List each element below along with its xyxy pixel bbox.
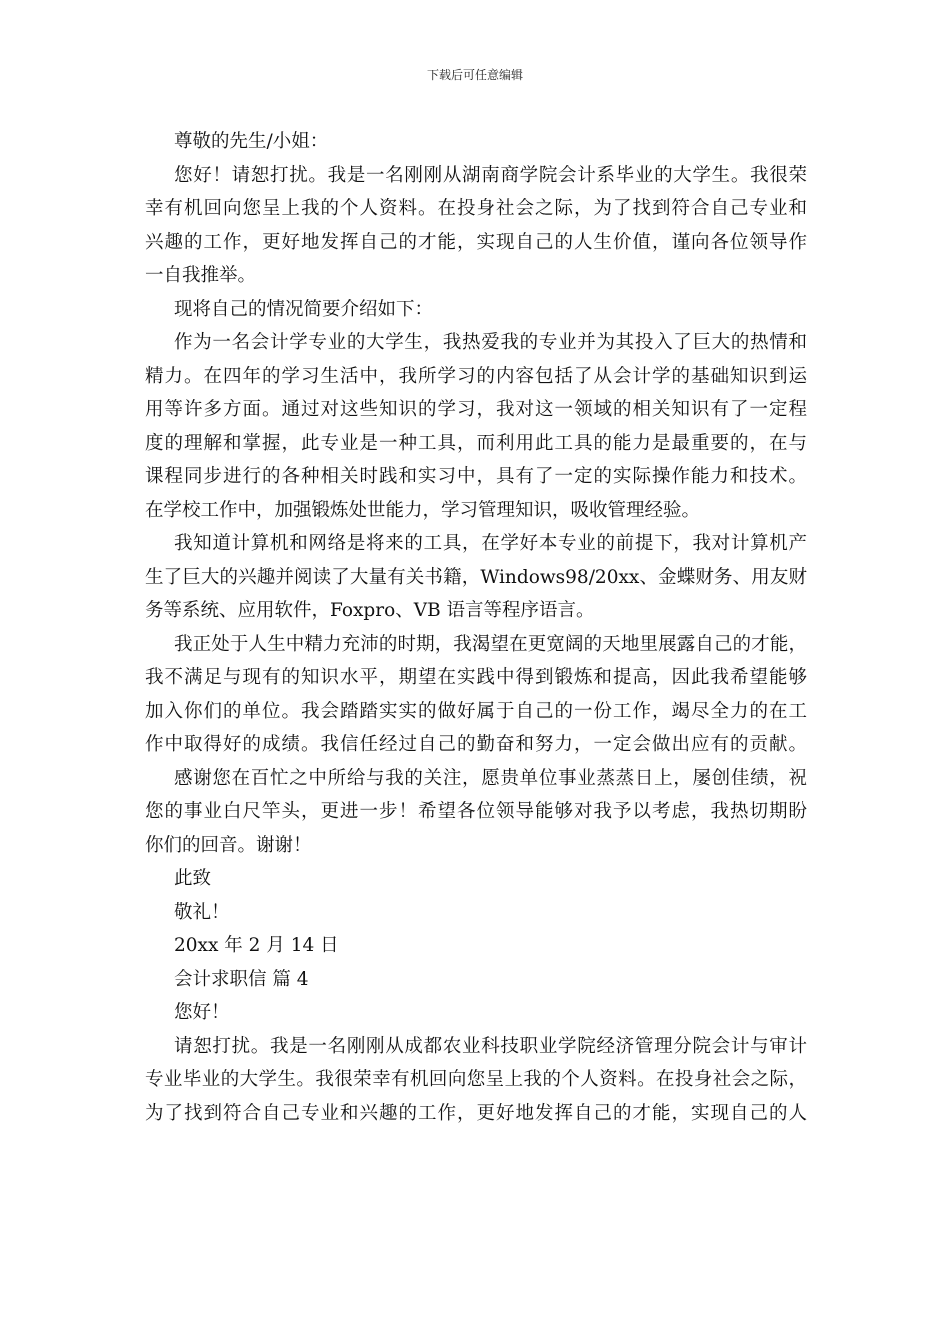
text-line: 务等系统、应用软件，Foxpro、VB 语言等程序语言。	[145, 600, 595, 621]
text-line: 您的事业白尺竿头，更进一步！希望各位领导能够对我予以考虑，我热切期盼	[145, 801, 807, 822]
text-line: 课程同步进行的各种相关时践和实习中，具有了一定的实际操作能力和技术。	[145, 466, 807, 487]
text-line: 用等许多方面。通过对这些知识的学习，我对这一领域的相关知识有了一定程	[145, 399, 807, 420]
text-line: 此致	[174, 868, 212, 889]
text-line: 作中取得好的成绩。我信任经过自己的勤奋和努力，一定会做出应有的贡献。	[145, 734, 807, 755]
text-line: 度的理解和掌握，此专业是一种工具，而利用此工具的能力是最重要的，在与	[145, 432, 807, 454]
text-line: 会计求职信 篇 4	[174, 968, 309, 990]
text-line: 敬礼！	[174, 901, 230, 923]
text-line: 您好！请恕打扰。我是一名刚刚从湖南商学院会计系毕业的大学生。我很荣	[174, 164, 807, 186]
text-line: 20xx 年 2 月 14 日	[174, 935, 339, 956]
text-line: 为了找到符合自己专业和兴趣的工作，更好地发挥自己的才能，实现自己的人	[145, 1102, 807, 1124]
text-line: 兴趣的工作，更好地发挥自己的才能，实现自己的人生价值，谨向各位领导作	[145, 231, 807, 253]
text-line: 加入你们的单位。我会踏踏实实的做好属于自己的一份工作，竭尽全力的在工	[145, 700, 807, 722]
header-note: 下载后可任意编辑	[426, 68, 523, 82]
text-line: 一自我推举。	[145, 265, 257, 286]
text-line: 幸有机回向您呈上我的个人资料。在投身社会之际，为了找到符合自己专业和	[145, 198, 807, 219]
text-line: 精力。在四年的学习生活中，我所学习的内容包括了从会计学的基础知识到运	[145, 365, 807, 387]
text-line: 在学校工作中，加强锻炼处世能力，学习管理知识，吸收管理经验。	[145, 499, 701, 521]
text-line: 专业毕业的大学生。我很荣幸有机回向您呈上我的个人资料。在投身社会之际，	[145, 1069, 807, 1090]
text-line: 请恕打扰。我是一名刚刚从成都农业科技职业学院经济管理分院会计与审计	[174, 1035, 807, 1057]
text-line: 我正处于人生中精力充沛的时期，我渴望在更宽阔的天地里展露自己的才能，	[174, 633, 807, 655]
text-line: 你们的回音。谢谢！	[145, 834, 312, 856]
text-line: 尊敬的先生/小姐：	[174, 131, 329, 152]
text-line: 感谢您在百忙之中所给与我的关注，愿贵单位事业蒸蒸日上，屡创佳绩，祝	[174, 767, 807, 789]
text-line: 我不满足与现有的知识水平，期望在实践中得到锻炼和提高，因此我希望能够	[145, 667, 807, 688]
text-line: 生了巨大的兴趣并阅读了大量有关书籍，Windows98/20xx、金蝶财务、用友财	[145, 566, 807, 588]
text-line: 我知道计算机和网络是将来的工具，在学好本专业的前提下，我对计算机产	[174, 533, 807, 554]
text-line: 您好！	[174, 1002, 230, 1023]
text-line: 现将自己的情况简要介绍如下：	[174, 298, 434, 320]
text-line: 作为一名会计学专业的大学生，我热爱我的专业并为其投入了巨大的热情和	[174, 332, 807, 353]
letter-body	[145, 125, 807, 1130]
